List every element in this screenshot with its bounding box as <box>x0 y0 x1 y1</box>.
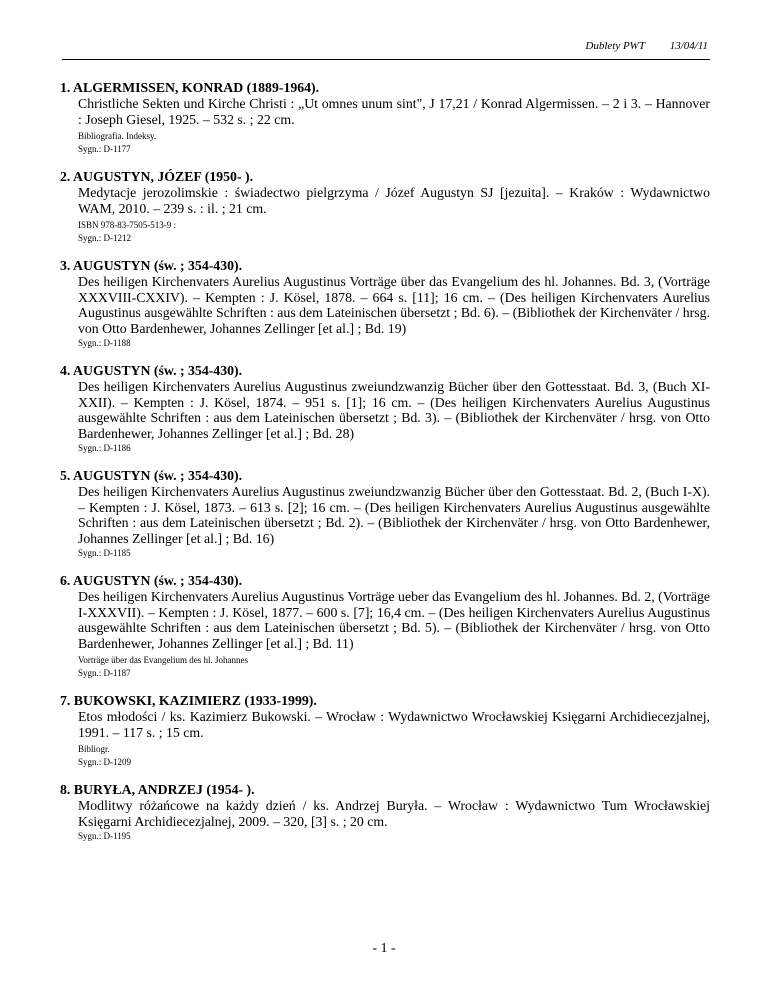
entry-heading: 6. AUGUSTYN (św. ; 354-430). <box>60 573 243 588</box>
entry-description: Des heiligen Kirchenvaters Aurelius Augustinus Vorträge ueber das Evangelium des hl. Johannes. Bd. 2, (Vorträge I-XXXVII). – Kempten : J. Kösel, 1877. – 600 s. [7]; 16,4 cm. – (Des heiligen Kirchenvaters Aurelius Augustinus ausgewählte Schriften : aus dem Lateinischen übersetzt ; Bd. 5). – (Bibliothek der Kirchenväter / hrsg. von Otto Bardenhewer, Johannes Zellinger [et al.] ; Bd. 11) <box>78 589 710 651</box>
page-header <box>62 40 710 60</box>
entry-call-number: Sygn.: D-1185 <box>78 548 131 558</box>
entry-note: Bibliogr. <box>78 744 110 754</box>
catalog-entry <box>60 573 710 679</box>
catalog-entries <box>60 80 710 856</box>
entry-note: Vorträge über das Evangelium des hl. Johannes <box>78 655 249 665</box>
entry-note: ISBN 978-83-7505-513-9 : <box>78 220 176 230</box>
entry-description: Des heiligen Kirchenvaters Aurelius Augustinus zweiundzwanzig Bücher über den Gottesstaat. Bd. 2, (Buch I-X). – Kempten : J. Kösel, 1873. – 613 s. [2]; 16 cm. – (Des heiligen Kirchenvaters Aurelius Augustinus ausgewählte Schriften : aus dem Lateinischen übersetzt ; Bd. 2). – (Bibliothek der Kirchenväter / hrsg. von Otto Bardenhewer, Johannes Zellinger [et al.] ; Bd. 16) <box>78 484 710 546</box>
entry-heading: 7. BUKOWSKI, KAZIMIERZ (1933-1999). <box>60 693 317 708</box>
catalog-entry <box>60 363 710 454</box>
entry-call-number: Sygn.: D-1212 <box>78 233 132 243</box>
catalog-entry <box>60 693 710 768</box>
entry-heading: 2. AUGUSTYN, JÓZEF (1950- ). <box>60 169 254 184</box>
catalog-entry <box>60 80 710 155</box>
entry-description: Christliche Sekten und Kirche Christi : „Ut omnes unum sint", J 17,21 / Konrad Algermissen. – 2 i 3. – Hannover : Joseph Giesel, 1925. – 532 s. ; 22 cm. <box>78 96 710 127</box>
entry-note: Bibliografia. Indeksy. <box>78 131 157 141</box>
entry-description: Medytacje jerozolimskie : świadectwo pielgrzyma / Józef Augustyn SJ [jezuita]. – Kraków : Wydawnictwo WAM, 2010. – 239 s. : il. ; 21 cm. <box>78 185 710 216</box>
catalog-entry <box>60 258 710 349</box>
catalog-entry <box>60 782 710 842</box>
entry-heading: 5. AUGUSTYN (św. ; 354-430). <box>60 468 243 483</box>
entry-call-number: Sygn.: D-1195 <box>78 831 131 841</box>
entry-call-number: Sygn.: D-1177 <box>78 144 131 154</box>
entry-call-number: Sygn.: D-1209 <box>78 757 132 767</box>
entry-call-number: Sygn.: D-1187 <box>78 668 131 678</box>
entry-heading: 1. ALGERMISSEN, KONRAD (1889-1964). <box>60 80 320 95</box>
entry-description: Des heiligen Kirchenvaters Aurelius Augustinus Vorträge über das Evangelium des hl. Johannes. Bd. 3, (Vorträge XXXVIII-CXXIV). – Kempten : J. Kösel, 1878. – 664 s. [11]; 16 cm. – (Des heiligen Kirchenvaters Aurelius Augustinus ausgewählte Schriften : aus dem Lateinischen übersetzt ; Bd. 6). – (Bibliothek der Kirchenväter / hrsg. von Otto Bardenhewer, Johannes Zellinger [et al.] ; Bd. 19) <box>78 274 710 336</box>
entry-description: Modlitwy różańcowe na każdy dzień / ks. Andrzej Buryła. – Wrocław : Wydawnictwo Tum Wrocławskiej Księgarni Archidiecezjalnej, 2009. – 320, [3] s. ; 20 cm. <box>78 798 710 829</box>
entry-heading: 3. AUGUSTYN (św. ; 354-430). <box>60 258 243 273</box>
page-number: - 1 - <box>372 941 396 956</box>
header-title: Dublety PWT <box>585 40 645 52</box>
catalog-entry <box>60 468 710 559</box>
entry-description: Etos młodości / ks. Kazimierz Bukowski. – Wrocław : Wydawnictwo Wrocławskiej Księgarni Archidiecezjalnej, 1991. – 117 s. ; 15 cm. <box>78 709 710 740</box>
entry-heading: 4. AUGUSTYN (św. ; 354-430). <box>60 363 243 378</box>
header-date: 13/04/11 <box>669 40 708 52</box>
entry-heading: 8. BURYŁA, ANDRZEJ (1954- ). <box>60 782 255 797</box>
catalog-entry <box>60 169 710 244</box>
entry-call-number: Sygn.: D-1188 <box>78 338 131 348</box>
entry-call-number: Sygn.: D-1186 <box>78 443 131 453</box>
entry-description: Des heiligen Kirchenvaters Aurelius Augustinus zweiundzwanzig Bücher über den Gottesstaat. Bd. 3, (Buch XI-XXII). – Kempten : J. Kösel, 1874. – 951 s. [1]; 16 cm. – (Des heiligen Kirchenvaters Aurelius Augustinus ausgewählte Schriften : aus dem Lateinischen übersetzt ; Bd. 3). – (Bibliothek der Kirchenväter / hrsg. von Otto Bardenhewer, Johannes Zellinger [et al.] ; Bd. 28) <box>78 379 710 441</box>
